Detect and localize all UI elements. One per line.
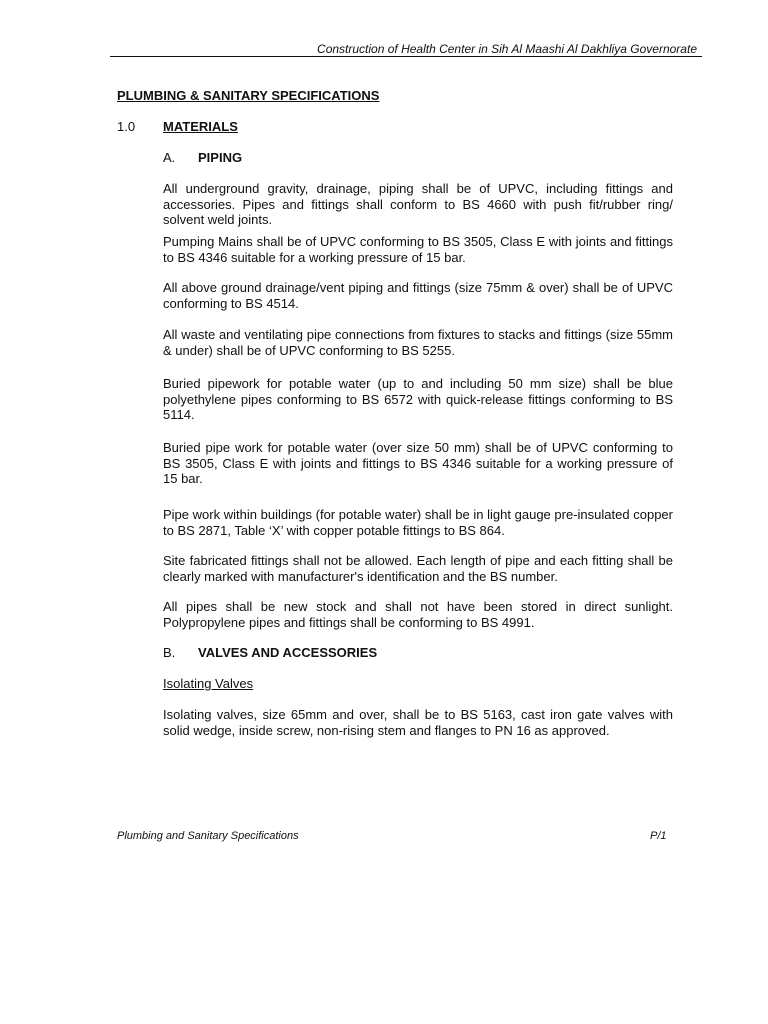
- header-project-title: Construction of Health Center in Sih Al Maashi Al Dakhliya Governorate: [317, 42, 697, 56]
- document-title: PLUMBING & SANITARY SPECIFICATIONS: [117, 88, 380, 103]
- subsection-letter-b: B.: [163, 645, 176, 660]
- subsection-title-valves: VALVES AND ACCESSORIES: [198, 645, 378, 660]
- piping-paragraph-5: Buried pipework for potable water (up to and including 50 mm size) shall be blue polyethylene pipes conforming to BS 6572 with quick-release fittings conforming to BS 5114.: [163, 376, 673, 422]
- piping-paragraph-2: Pumping Mains shall be of UPVC conforming to BS 3505, Class E with joints and fittings to BS 4346 suitable for a working pressure of 15 bar.: [163, 234, 673, 265]
- subsection-title-piping: PIPING: [198, 150, 243, 165]
- piping-paragraph-1: All underground gravity, drainage, piping shall be of UPVC, including fittings and accessories. Pipes and fittings shall conform to BS 4660 with push fit/rubber ring/ solvent weld joints.: [163, 181, 673, 227]
- piping-paragraph-8: Site fabricated fittings shall not be allowed. Each length of pipe and each fitting shall be clearly marked with manufacturer's identification and the BS number.: [163, 553, 673, 584]
- piping-paragraph-6: Buried pipe work for potable water (over size 50 mm) shall be of UPVC conforming to BS 3505, Class E with joints and fittings to BS 4346 suitable for a working pressure of 15 bar.: [163, 440, 673, 486]
- footer-document-name: Plumbing and Sanitary Specifications: [117, 830, 299, 842]
- piping-paragraph-3: All above ground drainage/vent piping and fittings (size 75mm & over) shall be of UPVC conforming to BS 4514.: [163, 280, 673, 311]
- piping-paragraph-9: All pipes shall be new stock and shall not have been stored in direct sunlight. Polypropylene pipes and fittings shall be conforming to BS 4991.: [163, 599, 673, 630]
- subsection-letter-a: A.: [163, 150, 176, 165]
- piping-paragraph-4: All waste and ventilating pipe connections from fixtures to stacks and fittings (size 55mm & under) shall be of UPVC conforming to BS 5255.: [163, 327, 673, 358]
- header-rule: [110, 56, 702, 57]
- section-number: 1.0: [117, 119, 136, 134]
- isolating-valves-heading: Isolating Valves: [163, 676, 254, 691]
- section-title: MATERIALS: [163, 119, 238, 134]
- footer-page-number: P/1: [650, 830, 667, 842]
- piping-paragraph-7: Pipe work within buildings (for potable water) shall be in light gauge pre-insulated copper to BS 2871, Table ‘X’ with copper potable fittings to BS 864.: [163, 507, 673, 538]
- isolating-valves-paragraph: Isolating valves, size 65mm and over, shall be to BS 5163, cast iron gate valves with solid wedge, inside screw, non-rising stem and flanges to PN 16 as approved.: [163, 707, 673, 738]
